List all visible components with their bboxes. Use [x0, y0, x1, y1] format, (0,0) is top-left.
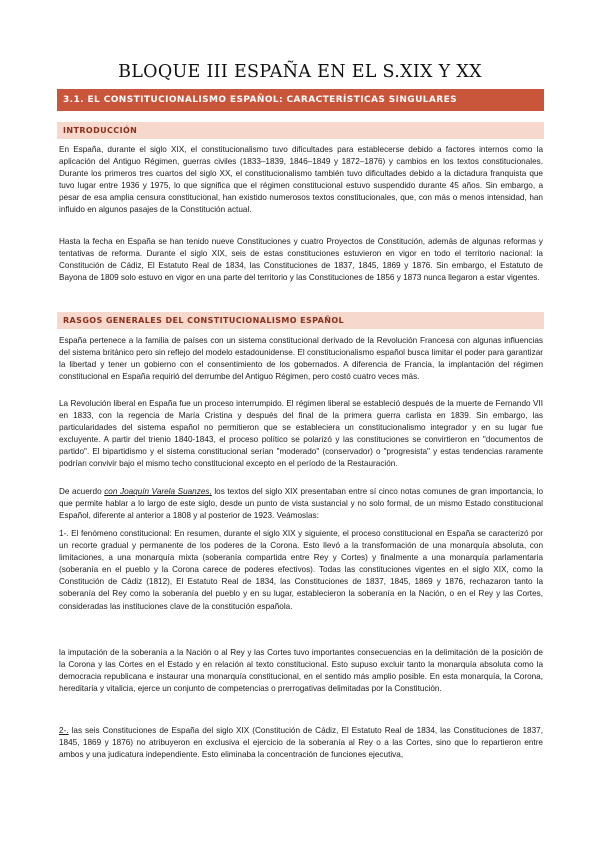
- page-title: BLOQUE III ESPAÑA EN EL S.XIX Y XX: [118, 62, 482, 82]
- subsection-heading-rasgos: RASGOS GENERALES DEL CONSTITUCIONALISMO ESPAÑOL: [57, 312, 544, 329]
- paragraph-point-1-continued: la imputación de la soberanía a la Nación o al Rey y las Cortes tuvo importantes consecuencias en la delimitación de la posición de la Corona y las Cortes en el Estado y en relación al texto constitucional. Esto supuso excluir tanto la monarquía absoluta como la democracia republicana e instaurar una monarquía constitucional, en el sentido más amplio posible. En esta monarquía, la Corona, hereditaria y vitalicia, ejerce un conjunto de competencias o prerrogativas delimitadas por la Constitución.: [59, 648, 543, 694]
- paragraph-text: De acuerdo: [59, 487, 105, 496]
- paragraph-text: los textos del siglo XIX presentaban entre sí cinco notas comunes de gran importancia, lo que permite hablar a lo largo de este siglo, desde un punto de vista sustancial y no solo formal, de un mismo Estado constitucional Español, diferente al anterior a 1808 y al posterior de 1923. Veámoslas:: [59, 487, 543, 521]
- subsection-heading-introduccion: INTRODUCCIÓN: [57, 122, 544, 139]
- paragraph-rasgos-1: España pertenece a la familia de países con un sistema constitucional derivado de la Revolución Francesa con algunas influencias del sistema británico pero sin reflejo del modelo estadounidense. El constitucionalismo español busca limitar el poder para garantizar la libertad y tener un gobierno con el consentimiento de los gobernados. A diferencia de Francia, la implantación del régimen constitucional en España requirió del derrumbe del Antiguo Régimen, pero costó cuatro veces más.: [59, 336, 543, 382]
- paragraph-point-1: 1-. El fenómeno constitucional: En resumen, durante el siglo XIX y siguiente, el proceso constitucional en España se caracterizó por un recorte gradual y permanente de los poderes de la Corona. Esto llevó a la transformación de una monarquía absoluta, con limitaciones, a una monarquía mixta (soberanía compartida entre Rey y Cortes) y finalmente a una monarquía parlamentaria (soberanía en el pueblo y la Corona carece de poderes efectivos). Todas las constituciones vigentes en el siglo XIX, como la Constitución de Cádiz (1812), El Estatuto Real de 1834, las Constituciones de 1837, 1845, 1869 y 1876, rechazaron tanto la soberanía del Rey como la soberanía del pueblo y en su lugar, establecieron la soberanía en la Nación, o en el Rey y las Cortes, consideradas las instituciones clave de la constitución española.: [59, 529, 543, 611]
- author-reference: con Joaquín Varela Suanzes,: [104, 487, 212, 496]
- paragraph-rasgos-3: [59, 486, 543, 522]
- paragraph-intro-1: En España, durante el siglo XIX, el constitucionalismo tuvo dificultades para establecerse debido a factores internos como la aplicación del Antiguo Régimen, guerras civiles (1833–1839, 1846–1849 y 1872–1876) y cambios en los textos constitucionales. Durante los primeros tres cuartos del siglo XX, el constitucionalismo también tuvo dificultades debido a la dictadura franquista que tuvo lugar entre 1936 y 1975, lo que significa que el régimen constitucional estuvo suspendido durante 45 años. Sin embargo, a pesar de esa amplia censura constitucional, han existido numerosos textos constitucionales, que, con más o menos intensidad, han influido en algunos pasajes de la Constitución actual.: [59, 145, 543, 215]
- paragraph-rasgos-2: La Revolución liberal en España fue un proceso interrumpido. El régimen liberal se estableció después de la muerte de Fernando VII en 1833, con la regencia de María Cristina y después del final de la primera guerra carlista en 1839. Sin embargo, las particularidades del sistema español no permitieron que se estableciera un constitucionalismo integrador y en su lugar fue excluyente. A partir del trienio 1840-1843, el proceso político se polarizó y las constituciones se convirtieron en "documentos de partido". El bipartidismo y el sistema constitucional serían "moderado" (conservador) o "progresista" y estas tendencias raramente podrían convivir bajo el mismo techo constitucional excepto en el período de la Restauración.: [59, 399, 543, 469]
- point-number: 2-.: [59, 726, 69, 735]
- section-heading: 3.1. EL CONSTITUCIONALISMO ESPAÑOL: CARACTERÍSTICAS SINGULARES: [57, 89, 544, 111]
- paragraph-intro-2: Hasta la fecha en España se han tenido nueve Constituciones y cuatro Proyectos de Constitución, además de algunas reformas y tentativas de reforma. Durante el siglo XIX, seis de estas constituciones estuvieron en vigor en todo el territorio nacional: la Constitución de Cádiz, El Estatuto Real de 1834, las Constituciones de 1837, 1845, 1869 y 1876. Sin embargo, el Estatuto de Bayona de 1809 solo estuvo en vigor en una parte del territorio y las Constituciones de 1856 y 1873 nunca llegaron a estar vigentes.: [59, 237, 543, 283]
- paragraph-text: las seis Constituciones de España del siglo XIX (Constitución de Cádiz, El Estatuto Real de 1834, las Constituciones de 1837, 1845, 1869 y 1876) no atribuyeron en exclusiva el ejercicio de la soberanía al Rey o a las Cortes, sino que lo repartieron entre ambos y una judicatura independiente. Esto eliminaba la concentración de funciones ejecutiva,: [59, 726, 543, 760]
- paragraph-point-2: [59, 725, 543, 761]
